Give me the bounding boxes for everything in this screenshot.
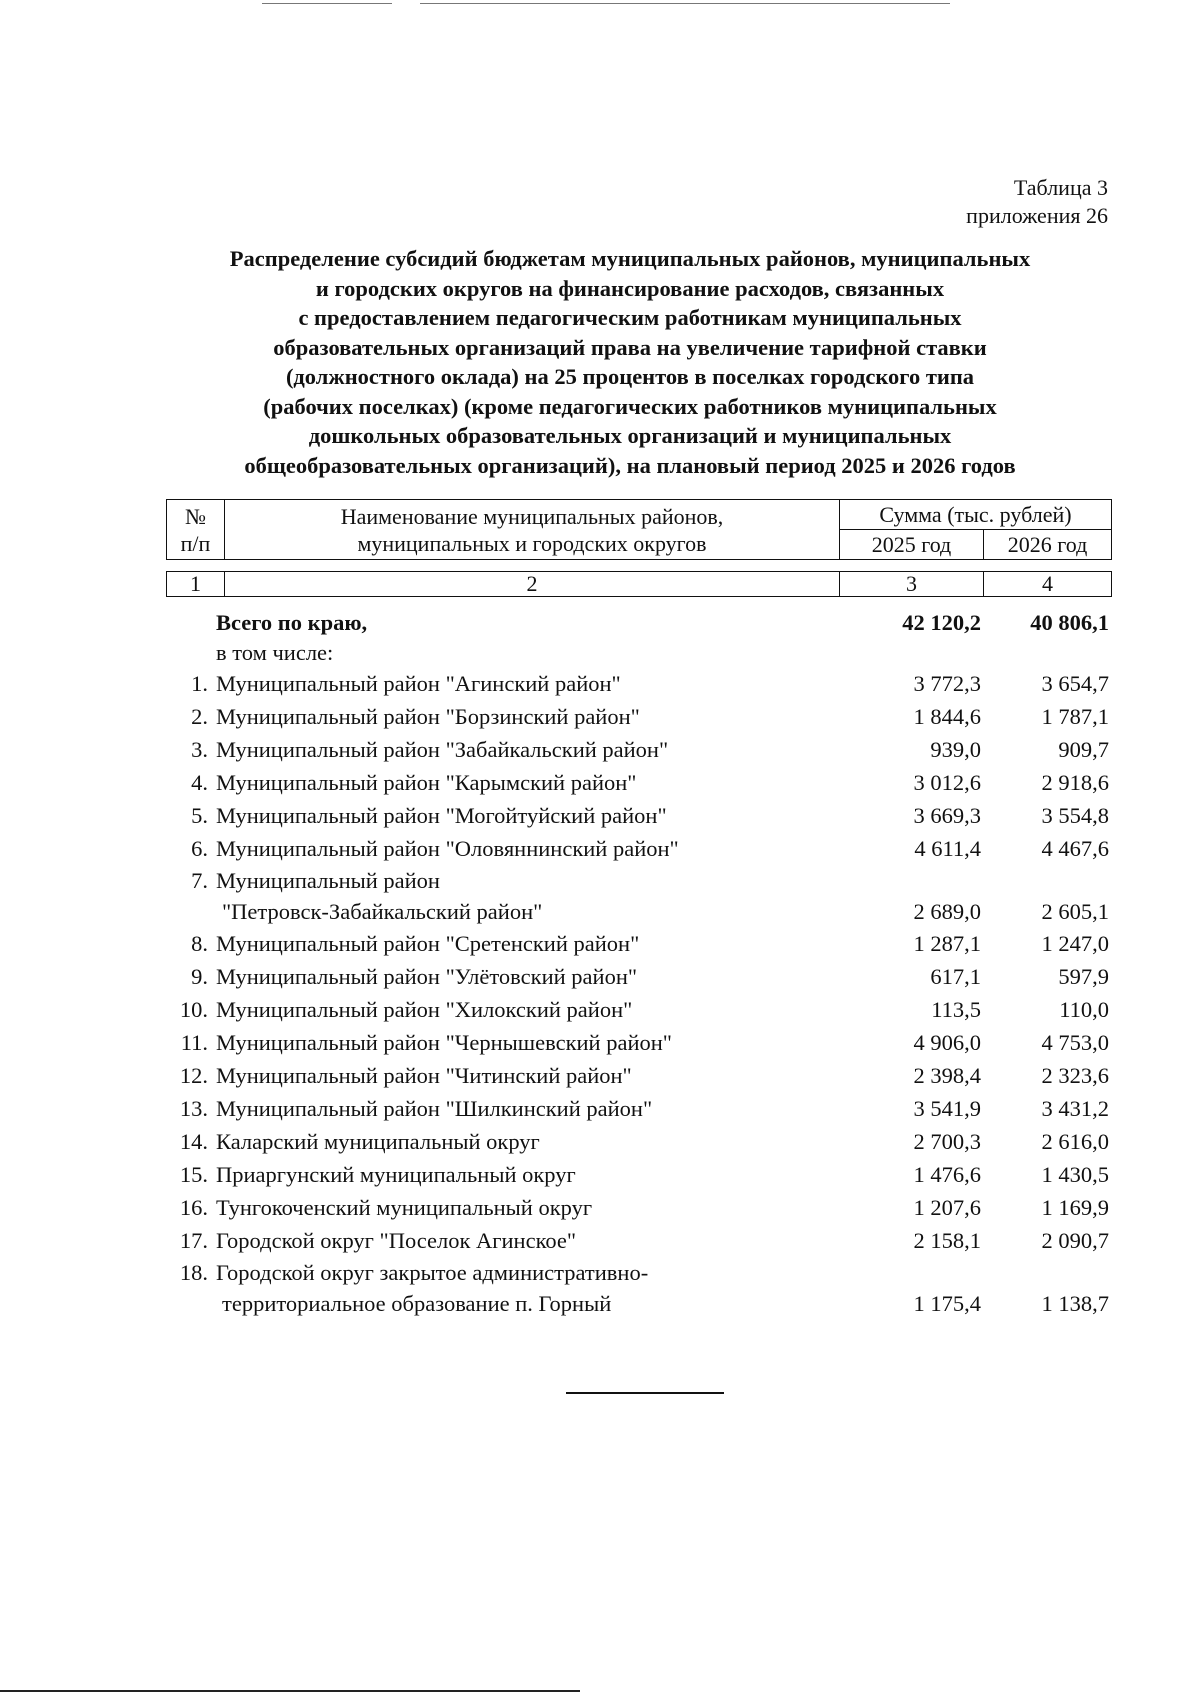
row-name	[216, 865, 837, 927]
row-name-line: Тунгокоченский муниципальный округ	[216, 1195, 593, 1220]
row-number: 14.	[179, 1129, 208, 1154]
header-year-2026: 2026 год	[984, 530, 1112, 560]
row-number: 8.	[191, 931, 208, 956]
value-2025: 1 175,4	[913, 1291, 981, 1316]
table-row	[166, 1158, 1111, 1191]
row-number: 13.	[179, 1096, 208, 1121]
table-row	[166, 865, 1111, 927]
value-2026: 3 431,2	[1041, 1096, 1109, 1121]
value-2026: 1 430,5	[1041, 1162, 1109, 1187]
title-line: общеобразовательных организаций), на плановый период 2025 и 2026 годов	[244, 452, 1016, 478]
row-name-line: Городской округ "Поселок Агинское"	[216, 1228, 577, 1253]
value-2025: 2 398,4	[913, 1063, 981, 1088]
value-2025: 2 700,3	[913, 1129, 981, 1154]
title-line: дошкольных образовательных организаций и муниципальных	[308, 423, 952, 448]
value-2026: 1 247,0	[1041, 931, 1109, 956]
table-row	[166, 1092, 1111, 1125]
value-2026: 4 467,6	[1041, 836, 1109, 861]
table-row	[166, 993, 1111, 1026]
value-2026: 4 753,0	[1041, 1030, 1109, 1055]
row-name	[216, 766, 837, 799]
scan-bottom-line	[0, 1690, 580, 1692]
row-name	[216, 667, 837, 700]
header-year-2025: 2025 год	[840, 530, 984, 560]
row-name	[216, 927, 837, 960]
title-line: Распределение субсидий бюджетам муниципальных районов, муниципальных	[229, 246, 1031, 271]
row-number: 5.	[191, 803, 208, 828]
header-name-cell: Наименование муниципальных районов, муниципальных и городских округов	[225, 500, 840, 560]
row-number: 17.	[179, 1228, 208, 1253]
column-index: 2	[225, 572, 840, 597]
row-number: 9.	[191, 964, 208, 989]
table-row	[166, 1026, 1111, 1059]
table-row	[166, 960, 1111, 993]
table-row	[166, 733, 1111, 766]
value-2025: 2 689,0	[913, 899, 981, 924]
table-row	[166, 667, 1111, 700]
total-label: Всего по краю,	[216, 610, 368, 635]
value-2025: 4 611,4	[914, 836, 981, 861]
header-number-cell: № п/п	[167, 500, 225, 560]
row-name	[216, 960, 837, 993]
column-index: 3	[840, 572, 984, 597]
row-name-line: Муниципальный район "Оловяннинский район"	[216, 836, 679, 861]
row-name	[216, 1224, 837, 1257]
table-row	[166, 927, 1111, 960]
scan-edge-line	[420, 3, 950, 4]
title-line: с предоставлением педагогическим работникам муниципальных	[298, 305, 962, 330]
value-2026: 2 090,7	[1041, 1228, 1109, 1253]
header-sum-cell: Сумма (тыс. рублей)	[840, 500, 1112, 530]
row-name	[216, 1059, 837, 1092]
scan-edge-line	[262, 3, 392, 4]
value-2026: 3 654,7	[1041, 671, 1109, 696]
row-name-line: Муниципальный район	[216, 868, 440, 893]
document-title	[150, 244, 1110, 480]
value-2025: 3 012,6	[913, 770, 981, 795]
row-name-line: Муниципальный район "Сретенский район"	[216, 931, 640, 956]
row-name	[216, 1158, 837, 1191]
row-number: 6.	[191, 836, 208, 861]
title-line: образовательных организаций права на увеличение тарифной ставки	[273, 334, 987, 360]
value-2026: 1 169,9	[1041, 1195, 1109, 1220]
row-name-line: Муниципальный район "Агинский район"	[216, 671, 621, 696]
table-row	[166, 799, 1111, 832]
table-row	[166, 1125, 1111, 1158]
appendix-number: приложения 26	[966, 203, 1108, 228]
row-number: 18.	[179, 1260, 208, 1285]
value-2026: 2 918,6	[1041, 770, 1109, 795]
row-name	[216, 799, 837, 832]
value-2026: 2 323,6	[1041, 1063, 1109, 1088]
value-2026: 1 787,1	[1041, 704, 1109, 729]
table-row	[166, 700, 1111, 733]
total-2025: 42 120,2	[902, 610, 981, 635]
row-number: 3.	[191, 737, 208, 762]
title-line: и городских округов на финансирование расходов, связанных	[315, 275, 945, 301]
including-label: в том числе:	[216, 640, 334, 665]
value-2025: 1 844,6	[913, 704, 981, 729]
row-name-line: Городской округ закрытое административно-	[216, 1260, 649, 1285]
table-row	[166, 1191, 1111, 1224]
value-2025: 1 207,6	[913, 1195, 981, 1220]
row-number: 2.	[191, 704, 208, 729]
row-name-line: Муниципальный район "Могойтуйский район"	[216, 803, 667, 828]
value-2026: 110,0	[1059, 997, 1109, 1022]
table-row	[166, 1059, 1111, 1092]
row-number: 7.	[191, 868, 208, 893]
value-2025: 1 476,6	[913, 1162, 981, 1187]
row-name-line: Муниципальный район "Карымский район"	[216, 770, 637, 795]
value-2026: 597,9	[1058, 964, 1109, 989]
row-name-line: Каларский муниципальный округ	[216, 1129, 540, 1154]
value-2026: 1 138,7	[1041, 1291, 1109, 1316]
value-2025: 4 906,0	[913, 1030, 981, 1055]
value-2025: 939,0	[930, 737, 981, 762]
row-number: 4.	[191, 770, 208, 795]
total-row	[166, 606, 1111, 639]
total-2026: 40 806,1	[1030, 610, 1109, 635]
subtotal-caption-row	[166, 639, 1111, 667]
row-name	[216, 1257, 837, 1319]
table-header	[166, 499, 1111, 560]
value-2025: 113,5	[931, 997, 981, 1022]
table-body	[166, 606, 1111, 1319]
row-name-line: Приаргунский муниципальный округ	[216, 1162, 576, 1187]
row-number: 1.	[191, 671, 208, 696]
value-2026: 909,7	[1058, 737, 1109, 762]
value-2025: 3 541,9	[913, 1096, 981, 1121]
value-2025: 2 158,1	[913, 1228, 981, 1253]
table-row	[166, 1257, 1111, 1319]
row-number: 11.	[180, 1030, 208, 1055]
title-line: (рабочих поселках) (кроме педагогических работников муниципальных	[263, 393, 997, 419]
value-2025: 1 287,1	[913, 931, 981, 956]
row-name	[216, 700, 837, 733]
table-row	[166, 1224, 1111, 1257]
value-2025: 3 772,3	[913, 671, 981, 696]
row-name-line: Муниципальный район "Шилкинский район"	[216, 1096, 653, 1121]
row-name-line: "Петровск-Забайкальский район"	[222, 899, 543, 924]
row-number: 16.	[179, 1195, 208, 1220]
row-name-line: Муниципальный район "Читинский район"	[216, 1063, 632, 1088]
row-name	[216, 1125, 837, 1158]
column-index: 4	[984, 572, 1112, 597]
row-name-line: Муниципальный район "Чернышевский район"	[216, 1030, 672, 1055]
value-2026: 2 616,0	[1041, 1129, 1109, 1154]
end-of-table-rule	[566, 1392, 724, 1394]
row-name	[216, 993, 837, 1026]
table-reference	[966, 174, 1108, 230]
row-name	[216, 733, 837, 766]
row-name	[216, 832, 837, 865]
row-name	[216, 1191, 837, 1224]
table-row	[166, 766, 1111, 799]
value-2025: 617,1	[930, 964, 981, 989]
value-2025: 3 669,3	[913, 803, 981, 828]
value-2026: 2 605,1	[1041, 899, 1109, 924]
row-name-line: территориальное образование п. Горный	[222, 1291, 612, 1316]
column-index-row	[166, 571, 1111, 597]
data-rows	[166, 667, 1111, 1319]
row-number: 12.	[179, 1063, 208, 1088]
row-number: 15.	[179, 1162, 208, 1187]
row-name-line: Муниципальный район "Хилокский район"	[216, 997, 633, 1022]
row-name	[216, 1026, 837, 1059]
row-name-line: Муниципальный район "Забайкальский район"	[216, 737, 669, 762]
title-line: (должностного оклада) на 25 процентов в поселках городского типа	[285, 364, 975, 389]
value-2026: 3 554,8	[1041, 803, 1109, 828]
row-name-line: Муниципальный район "Улётовский район"	[216, 964, 638, 989]
row-name-line: Муниципальный район "Борзинский район"	[216, 704, 640, 729]
column-index: 1	[167, 572, 225, 597]
row-name	[216, 1092, 837, 1125]
table-number: Таблица 3	[1013, 175, 1108, 200]
row-number: 10.	[179, 997, 208, 1022]
table-row	[166, 832, 1111, 865]
